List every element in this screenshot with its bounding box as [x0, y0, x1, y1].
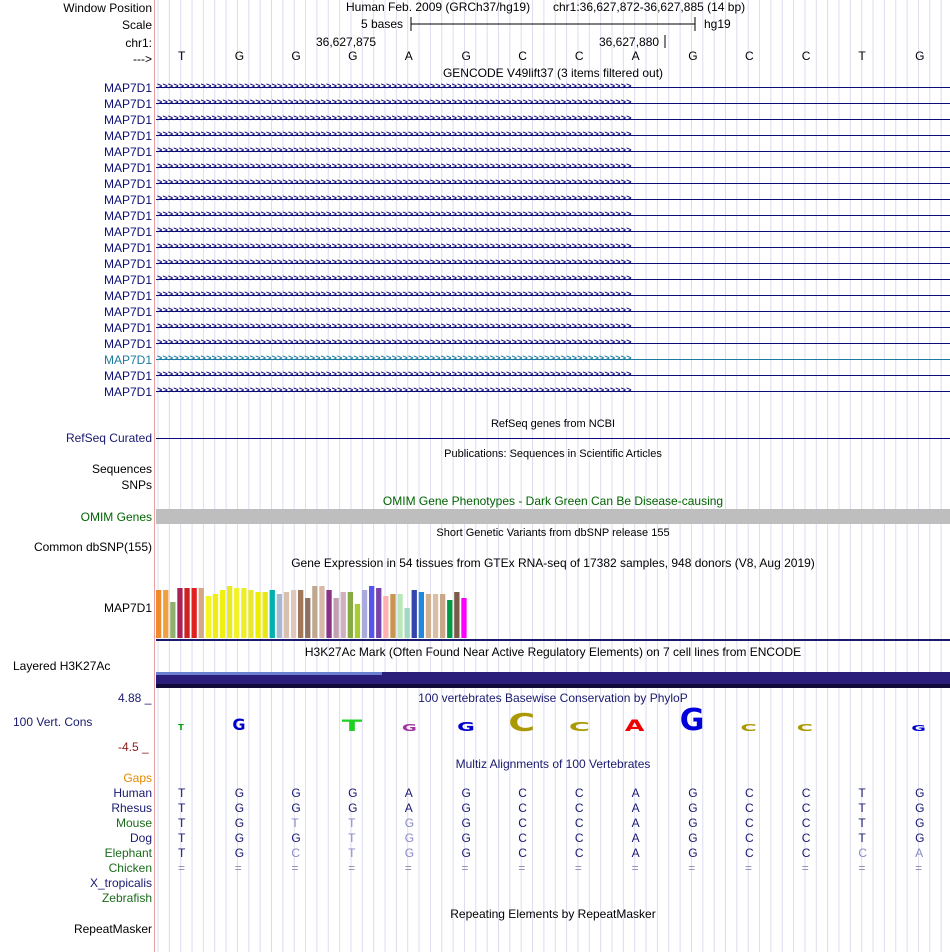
- omim-bar[interactable]: [156, 509, 950, 524]
- gtex-tissue-bar[interactable]: [248, 590, 253, 638]
- multiz-base: =: [745, 861, 753, 875]
- multiz-base: G: [461, 846, 471, 860]
- multiz-species-label[interactable]: Zebrafish: [101, 891, 152, 905]
- multiz-base: C: [574, 786, 584, 800]
- multiz-base: C: [801, 816, 811, 830]
- strand-label: --->: [133, 52, 152, 66]
- gtex-tissue-bar[interactable]: [426, 594, 431, 638]
- gencode-strand-arrows: >>>>>>>>>>>>>>>>>>>>>>>>>>>>>>>>>>>>>>>>>>>>>>>>>>>>>>>>>>>>>>>>>>>>>>>>>>>>>>>>>>>>>>>: [157, 97, 632, 107]
- gencode-strand-arrows: >>>>>>>>>>>>>>>>>>>>>>>>>>>>>>>>>>>>>>>>>>>>>>>>>>>>>>>>>>>>>>>>>>>>>>>>>>>>>>>>>>>>>>>: [157, 129, 632, 139]
- multiz-base: G: [461, 786, 471, 800]
- multiz-species-label[interactable]: Dog: [129, 831, 152, 845]
- refseq-line[interactable]: [156, 438, 950, 439]
- gtex-tissue-bar[interactable]: [447, 600, 452, 638]
- svg-text:T: T: [341, 716, 363, 735]
- multiz-base: G: [688, 816, 698, 830]
- svg-text:G: G: [232, 715, 246, 734]
- multiz-base: A: [631, 801, 640, 815]
- multiz-base: C: [745, 831, 754, 845]
- h3k27ac-label[interactable]: Layered H3K27Ac: [13, 659, 111, 673]
- gtex-tissue-bar[interactable]: [390, 594, 395, 638]
- gencode-item-label[interactable]: MAP7D1: [103, 97, 152, 111]
- multiz-base: A: [631, 816, 640, 830]
- gencode-item-label[interactable]: MAP7D1: [103, 129, 152, 143]
- multiz-base: T: [858, 831, 866, 845]
- multiz-base: T: [348, 846, 356, 860]
- multiz-base: G: [915, 816, 925, 830]
- gtex-tissue-bar[interactable]: [312, 586, 317, 638]
- multiz-base: C: [574, 846, 584, 860]
- gencode-item-label[interactable]: MAP7D1: [103, 241, 152, 255]
- gencode-item-label[interactable]: MAP7D1: [103, 209, 152, 223]
- multiz-base: =: [801, 861, 809, 875]
- gencode-strand-arrows: >>>>>>>>>>>>>>>>>>>>>>>>>>>>>>>>>>>>>>>>>>>>>>>>>>>>>>>>>>>>>>>>>>>>>>>>>>>>>>>>>>>>>>>: [157, 177, 632, 187]
- multiz-base: G: [291, 831, 301, 845]
- gtex-title[interactable]: Gene Expression in 54 tissues from GTEx RNA-seq of 17382 samples, 948 donors (V8, Aug 2019): [291, 556, 815, 570]
- multiz-base: G: [915, 831, 925, 845]
- multiz-base: A: [631, 846, 640, 860]
- svg-text:T: T: [178, 723, 184, 732]
- svg-text:G: G: [402, 722, 417, 734]
- cons-logo[interactable]: [156, 700, 950, 740]
- multiz-base: G: [234, 786, 245, 800]
- multiz-base: =: [915, 861, 923, 875]
- base-letter: C: [801, 49, 811, 63]
- multiz-base: A: [631, 831, 640, 845]
- gtex-tissue-bar[interactable]: [213, 594, 218, 638]
- gencode-item-label[interactable]: MAP7D1: [103, 337, 152, 351]
- multiz-base: T: [348, 831, 356, 845]
- multiz-species-label[interactable]: Mouse: [115, 816, 152, 830]
- svg-text:G: G: [457, 720, 475, 735]
- multiz-base: =: [858, 861, 866, 875]
- gtex-tissue-bar[interactable]: [397, 594, 402, 638]
- gtex-tissue-bar[interactable]: [291, 590, 296, 638]
- gencode-strand-arrows: >>>>>>>>>>>>>>>>>>>>>>>>>>>>>>>>>>>>>>>>>>>>>>>>>>>>>>>>>>>>>>>>>>>>>>>>>>>>>>>>>>>>>>>: [157, 241, 632, 251]
- gtex-tissue-bar[interactable]: [419, 592, 424, 638]
- multiz-base: T: [291, 816, 299, 830]
- gencode-item-label[interactable]: MAP7D1: [103, 273, 152, 287]
- scale-label: Scale: [121, 18, 152, 32]
- gtex-tissue-bar[interactable]: [263, 592, 268, 638]
- gtex-tissue-bar[interactable]: [362, 590, 367, 638]
- h3k27ac-signal[interactable]: [156, 672, 950, 688]
- multiz-base: G: [688, 786, 698, 800]
- gtex-tissue-bar[interactable]: [277, 594, 282, 638]
- multiz-base: C: [518, 801, 527, 815]
- multiz-base: A: [404, 801, 413, 815]
- multiz-base: G: [688, 846, 698, 860]
- multiz-base: G: [291, 786, 301, 800]
- svg-text:C: C: [508, 708, 536, 738]
- gencode-strand-arrows: >>>>>>>>>>>>>>>>>>>>>>>>>>>>>>>>>>>>>>>>>>>>>>>>>>>>>>>>>>>>>>>>>>>>>>>>>>>>>>>>>>>>>>>: [157, 353, 632, 363]
- multiz-base: C: [745, 816, 754, 830]
- multiz-base: T: [178, 816, 186, 830]
- gtex-tissue-bar[interactable]: [284, 592, 289, 638]
- base-letter: T: [178, 49, 186, 63]
- gencode-item-label[interactable]: MAP7D1: [103, 177, 152, 191]
- multiz-base: T: [858, 786, 866, 800]
- multiz-base: G: [461, 816, 471, 830]
- base-letter: G: [348, 49, 358, 63]
- refseq-label[interactable]: RefSeq Curated: [65, 431, 152, 445]
- svg-text:A: A: [624, 715, 645, 735]
- gencode-item-label[interactable]: MAP7D1: [103, 145, 152, 159]
- svg-text:C: C: [740, 722, 757, 734]
- gencode-strand-arrows: >>>>>>>>>>>>>>>>>>>>>>>>>>>>>>>>>>>>>>>>>>>>>>>>>>>>>>>>>>>>>>>>>>>>>>>>>>>>>>>>>>>>>>>: [157, 145, 632, 155]
- gtex-tissue-bar[interactable]: [270, 590, 275, 638]
- multiz-base: C: [574, 831, 584, 845]
- gencode-item-label[interactable]: MAP7D1: [103, 113, 152, 127]
- svg-text:G: G: [679, 703, 705, 738]
- gencode-item-label[interactable]: MAP7D1: [103, 385, 152, 399]
- gtex-tissue-bar[interactable]: [227, 586, 232, 638]
- base-letter: C: [574, 49, 584, 63]
- gtex-tissue-bar[interactable]: [192, 588, 197, 638]
- chrom-label: chr1:: [125, 36, 152, 50]
- gencode-title[interactable]: GENCODE V49lift37 (3 items filtered out): [442, 66, 664, 80]
- base-letter: G: [915, 49, 925, 63]
- base-letter: G: [234, 49, 245, 63]
- multiz-species-label[interactable]: X_tropicalis: [89, 876, 152, 890]
- repeatmasker-label[interactable]: RepeatMasker: [73, 922, 152, 936]
- base-letter: A: [404, 49, 413, 63]
- multiz-base: =: [404, 861, 412, 875]
- gencode-item-label[interactable]: MAP7D1: [103, 321, 152, 335]
- gtex-tissue-bar[interactable]: [298, 590, 303, 638]
- multiz-base: C: [574, 801, 584, 815]
- gencode-strand-arrows: >>>>>>>>>>>>>>>>>>>>>>>>>>>>>>>>>>>>>>>>>>>>>>>>>>>>>>>>>>>>>>>>>>>>>>>>>>>>>>>>>>>>>>>: [157, 113, 632, 123]
- window-position-label: Window Position: [63, 1, 152, 15]
- multiz-base: C: [291, 846, 301, 860]
- multiz-base: G: [461, 831, 471, 845]
- gencode-strand-arrows: >>>>>>>>>>>>>>>>>>>>>>>>>>>>>>>>>>>>>>>>>>>>>>>>>>>>>>>>>>>>>>>>>>>>>>>>>>>>>>>>>>>>>>>: [157, 257, 632, 267]
- multiz-base: C: [858, 846, 868, 860]
- gtex-tissue-bar[interactable]: [461, 598, 466, 638]
- gencode-strand-arrows: >>>>>>>>>>>>>>>>>>>>>>>>>>>>>>>>>>>>>>>>>>>>>>>>>>>>>>>>>>>>>>>>>>>>>>>>>>>>>>>>>>>>>>>: [157, 289, 632, 299]
- base-letter: A: [631, 49, 640, 63]
- gtex-tissue-bar[interactable]: [177, 588, 182, 638]
- gtex-tissue-bar[interactable]: [369, 586, 374, 638]
- coord-tick-1: 36,627,875: [316, 35, 377, 49]
- gtex-tissue-bar[interactable]: [319, 586, 324, 638]
- multiz-species-label[interactable]: Human: [113, 786, 152, 800]
- multiz-species-label[interactable]: Chicken: [108, 861, 152, 875]
- base-letter: G: [291, 49, 301, 63]
- gencode-item-label[interactable]: MAP7D1: [103, 161, 152, 175]
- gencode-item-label[interactable]: MAP7D1: [103, 81, 152, 95]
- cons-max-label: 4.88 _: [118, 691, 152, 705]
- multiz-base: C: [518, 786, 527, 800]
- gencode-item-label[interactable]: MAP7D1: [103, 289, 152, 303]
- h3k27ac-title[interactable]: H3K27Ac Mark (Often Found Near Active Regulatory Elements) on 7 cell lines from ENCODE: [304, 645, 802, 659]
- multiz-base: G: [915, 801, 925, 815]
- position-text[interactable]: chr1:36,627,872-36,627,885 (14 bp): [553, 0, 746, 14]
- omim-label[interactable]: OMIM Genes: [80, 510, 152, 524]
- multiz-base: T: [348, 816, 356, 830]
- gtex-tissue-bar[interactable]: [199, 588, 204, 638]
- gencode-strand-arrows: >>>>>>>>>>>>>>>>>>>>>>>>>>>>>>>>>>>>>>>>>>>>>>>>>>>>>>>>>>>>>>>>>>>>>>>>>>>>>>>>>>>>>>>: [157, 81, 632, 91]
- multiz-base: C: [801, 831, 811, 845]
- multiz-base: C: [745, 786, 754, 800]
- base-letter: G: [461, 49, 471, 63]
- gencode-strand-arrows: >>>>>>>>>>>>>>>>>>>>>>>>>>>>>>>>>>>>>>>>>>>>>>>>>>>>>>>>>>>>>>>>>>>>>>>>>>>>>>>>>>>>>>>: [157, 273, 632, 283]
- gencode-strand-arrows: >>>>>>>>>>>>>>>>>>>>>>>>>>>>>>>>>>>>>>>>>>>>>>>>>>>>>>>>>>>>>>>>>>>>>>>>>>>>>>>>>>>>>>>: [157, 161, 632, 171]
- gencode-strand-arrows: >>>>>>>>>>>>>>>>>>>>>>>>>>>>>>>>>>>>>>>>>>>>>>>>>>>>>>>>>>>>>>>>>>>>>>>>>>>>>>>>>>>>>>>: [157, 385, 632, 395]
- multiz-base: A: [915, 846, 924, 860]
- gencode-strand-arrows: >>>>>>>>>>>>>>>>>>>>>>>>>>>>>>>>>>>>>>>>>>>>>>>>>>>>>>>>>>>>>>>>>>>>>>>>>>>>>>>>>>>>>>>: [157, 321, 632, 331]
- gtex-tissue-bar[interactable]: [241, 588, 246, 638]
- gtex-tissue-bar[interactable]: [220, 590, 225, 638]
- gtex-chart[interactable]: [156, 570, 950, 642]
- gtex-tissue-bar[interactable]: [170, 602, 175, 638]
- multiz-base: =: [178, 861, 186, 875]
- gencode-item-label[interactable]: MAP7D1: [103, 305, 152, 319]
- gtex-tissue-bar[interactable]: [156, 590, 161, 638]
- multiz-title[interactable]: Multiz Alignments of 100 Vertebrates: [455, 757, 651, 771]
- multiz-base: C: [518, 846, 527, 860]
- multiz-base: G: [234, 816, 245, 830]
- multiz-base: =: [461, 861, 469, 875]
- multiz-base: A: [404, 786, 413, 800]
- track-grid: [156, 0, 950, 952]
- gtex-tissue-bar[interactable]: [433, 594, 438, 638]
- dbsnp-title[interactable]: Short Genetic Variants from dbSNP release 155: [436, 527, 670, 539]
- multiz-base: =: [688, 861, 696, 875]
- scale-text: 5 bases: [361, 17, 404, 31]
- sequences-label[interactable]: Sequences: [91, 462, 152, 476]
- gtex-tissue-bar[interactable]: [355, 604, 360, 638]
- multiz-base: A: [631, 786, 640, 800]
- multiz-base: C: [801, 846, 811, 860]
- multiz-base: =: [234, 861, 242, 875]
- gencode-strand-arrows: >>>>>>>>>>>>>>>>>>>>>>>>>>>>>>>>>>>>>>>>>>>>>>>>>>>>>>>>>>>>>>>>>>>>>>>>>>>>>>>>>>>>>>>: [157, 193, 632, 203]
- multiz-base: =: [574, 861, 582, 875]
- gtex-tissue-bar[interactable]: [412, 590, 417, 638]
- gtex-tissue-bar[interactable]: [206, 596, 211, 638]
- gtex-tissue-bar[interactable]: [234, 588, 239, 638]
- multiz-base: G: [461, 801, 471, 815]
- gtex-tissue-bar[interactable]: [454, 592, 459, 638]
- gencode-item-label[interactable]: MAP7D1: [103, 257, 152, 271]
- multiz-base: G: [404, 816, 415, 830]
- cons-title[interactable]: 100 vertebrates Basewise Conservation by PhyloP: [418, 691, 688, 705]
- gtex-tissue-bar[interactable]: [184, 588, 189, 638]
- base-letter: C: [518, 49, 527, 63]
- multiz-base: =: [291, 861, 299, 875]
- gtex-tissue-bar[interactable]: [341, 592, 346, 638]
- multiz-base: C: [745, 801, 754, 815]
- multiz-base: =: [518, 861, 526, 875]
- multiz-base: C: [801, 786, 811, 800]
- gtex-tissue-bar[interactable]: [326, 590, 331, 638]
- multiz-base: T: [858, 801, 866, 815]
- multiz-base: G: [688, 801, 698, 815]
- multiz-base: G: [348, 786, 358, 800]
- refseq-title[interactable]: RefSeq genes from NCBI: [490, 418, 616, 430]
- gtex-tissue-bar[interactable]: [305, 598, 310, 638]
- multiz-base: C: [745, 846, 754, 860]
- base-letter: T: [858, 49, 866, 63]
- coord-tick-2: 36,627,880: [599, 35, 660, 49]
- svg-text:C: C: [796, 722, 813, 734]
- gaps-label[interactable]: Gaps: [123, 771, 152, 785]
- gencode-strand-arrows: >>>>>>>>>>>>>>>>>>>>>>>>>>>>>>>>>>>>>>>>>>>>>>>>>>>>>>>>>>>>>>>>>>>>>>>>>>>>>>>>>>>>>>>: [157, 225, 632, 235]
- gencode-strand-arrows: >>>>>>>>>>>>>>>>>>>>>>>>>>>>>>>>>>>>>>>>>>>>>>>>>>>>>>>>>>>>>>>>>>>>>>>>>>>>>>>>>>>>>>>: [157, 305, 632, 315]
- publications-title[interactable]: Publications: Sequences in Scientific Articles: [444, 448, 662, 460]
- gtex-tissue-bar[interactable]: [334, 598, 339, 638]
- gtex-tissue-bar[interactable]: [376, 588, 381, 638]
- gencode-item-label[interactable]: MAP7D1: [103, 225, 152, 239]
- gencode-item-label[interactable]: MAP7D1: [103, 193, 152, 207]
- multiz-species-label[interactable]: Rhesus: [111, 801, 152, 815]
- multiz-base: =: [348, 861, 356, 875]
- multiz-base: C: [574, 816, 584, 830]
- base-letter: G: [688, 49, 698, 63]
- gencode-strand-arrows: >>>>>>>>>>>>>>>>>>>>>>>>>>>>>>>>>>>>>>>>>>>>>>>>>>>>>>>>>>>>>>>>>>>>>>>>>>>>>>>>>>>>>>>: [157, 209, 632, 219]
- multiz-base: T: [858, 816, 866, 830]
- assembly-title: Human Feb. 2009 (GRCh37/hg19): [346, 0, 531, 14]
- multiz-base: T: [178, 801, 186, 815]
- multiz-base: G: [234, 801, 245, 815]
- svg-text:G: G: [911, 723, 926, 734]
- cons-min-label: -4.5 _: [118, 740, 149, 754]
- multiz-base: T: [178, 831, 186, 845]
- multiz-base: C: [801, 801, 811, 815]
- multiz-base: T: [178, 846, 186, 860]
- multiz-base: G: [348, 801, 358, 815]
- gtex-tissue-bar[interactable]: [383, 596, 388, 638]
- sidebar-divider: [154, 0, 155, 952]
- gencode-item-label[interactable]: MAP7D1: [103, 369, 152, 383]
- multiz-base: G: [234, 831, 245, 845]
- multiz-base: G: [404, 831, 415, 845]
- gtex-tissue-bar[interactable]: [405, 608, 410, 638]
- snps-label[interactable]: SNPs: [121, 478, 152, 492]
- omim-title[interactable]: OMIM Gene Phenotypes - Dark Green Can Be Disease-causing: [382, 494, 724, 508]
- gtex-tissue-bar[interactable]: [348, 592, 353, 638]
- multiz-base: C: [518, 816, 527, 830]
- cons-label[interactable]: 100 Vert. Cons: [13, 715, 93, 729]
- db-text: hg19: [704, 17, 731, 31]
- multiz-base: T: [178, 786, 186, 800]
- dbsnp-label[interactable]: Common dbSNP(155): [33, 540, 152, 554]
- multiz-base: G: [688, 831, 698, 845]
- multiz-base: G: [915, 786, 925, 800]
- gencode-strand-arrows: >>>>>>>>>>>>>>>>>>>>>>>>>>>>>>>>>>>>>>>>>>>>>>>>>>>>>>>>>>>>>>>>>>>>>>>>>>>>>>>>>>>>>>>: [157, 369, 632, 379]
- repeatmasker-title[interactable]: Repeating Elements by RepeatMasker: [450, 907, 656, 921]
- base-letter: C: [745, 49, 754, 63]
- gencode-strand-arrows: >>>>>>>>>>>>>>>>>>>>>>>>>>>>>>>>>>>>>>>>>>>>>>>>>>>>>>>>>>>>>>>>>>>>>>>>>>>>>>>>>>>>>>>: [157, 337, 632, 347]
- gtex-label[interactable]: MAP7D1: [103, 601, 152, 615]
- svg-text:C: C: [568, 719, 590, 735]
- gtex-tissue-bar[interactable]: [440, 594, 445, 638]
- gtex-tissue-bar[interactable]: [163, 590, 168, 638]
- multiz-species-label[interactable]: Elephant: [104, 846, 152, 860]
- gtex-tissue-bar[interactable]: [255, 592, 260, 638]
- multiz-base: G: [234, 846, 245, 860]
- multiz-base: G: [291, 801, 301, 815]
- multiz-base: C: [518, 831, 527, 845]
- gencode-item-label[interactable]: MAP7D1: [103, 353, 152, 367]
- multiz-base: =: [631, 861, 639, 875]
- multiz-base: G: [404, 846, 415, 860]
